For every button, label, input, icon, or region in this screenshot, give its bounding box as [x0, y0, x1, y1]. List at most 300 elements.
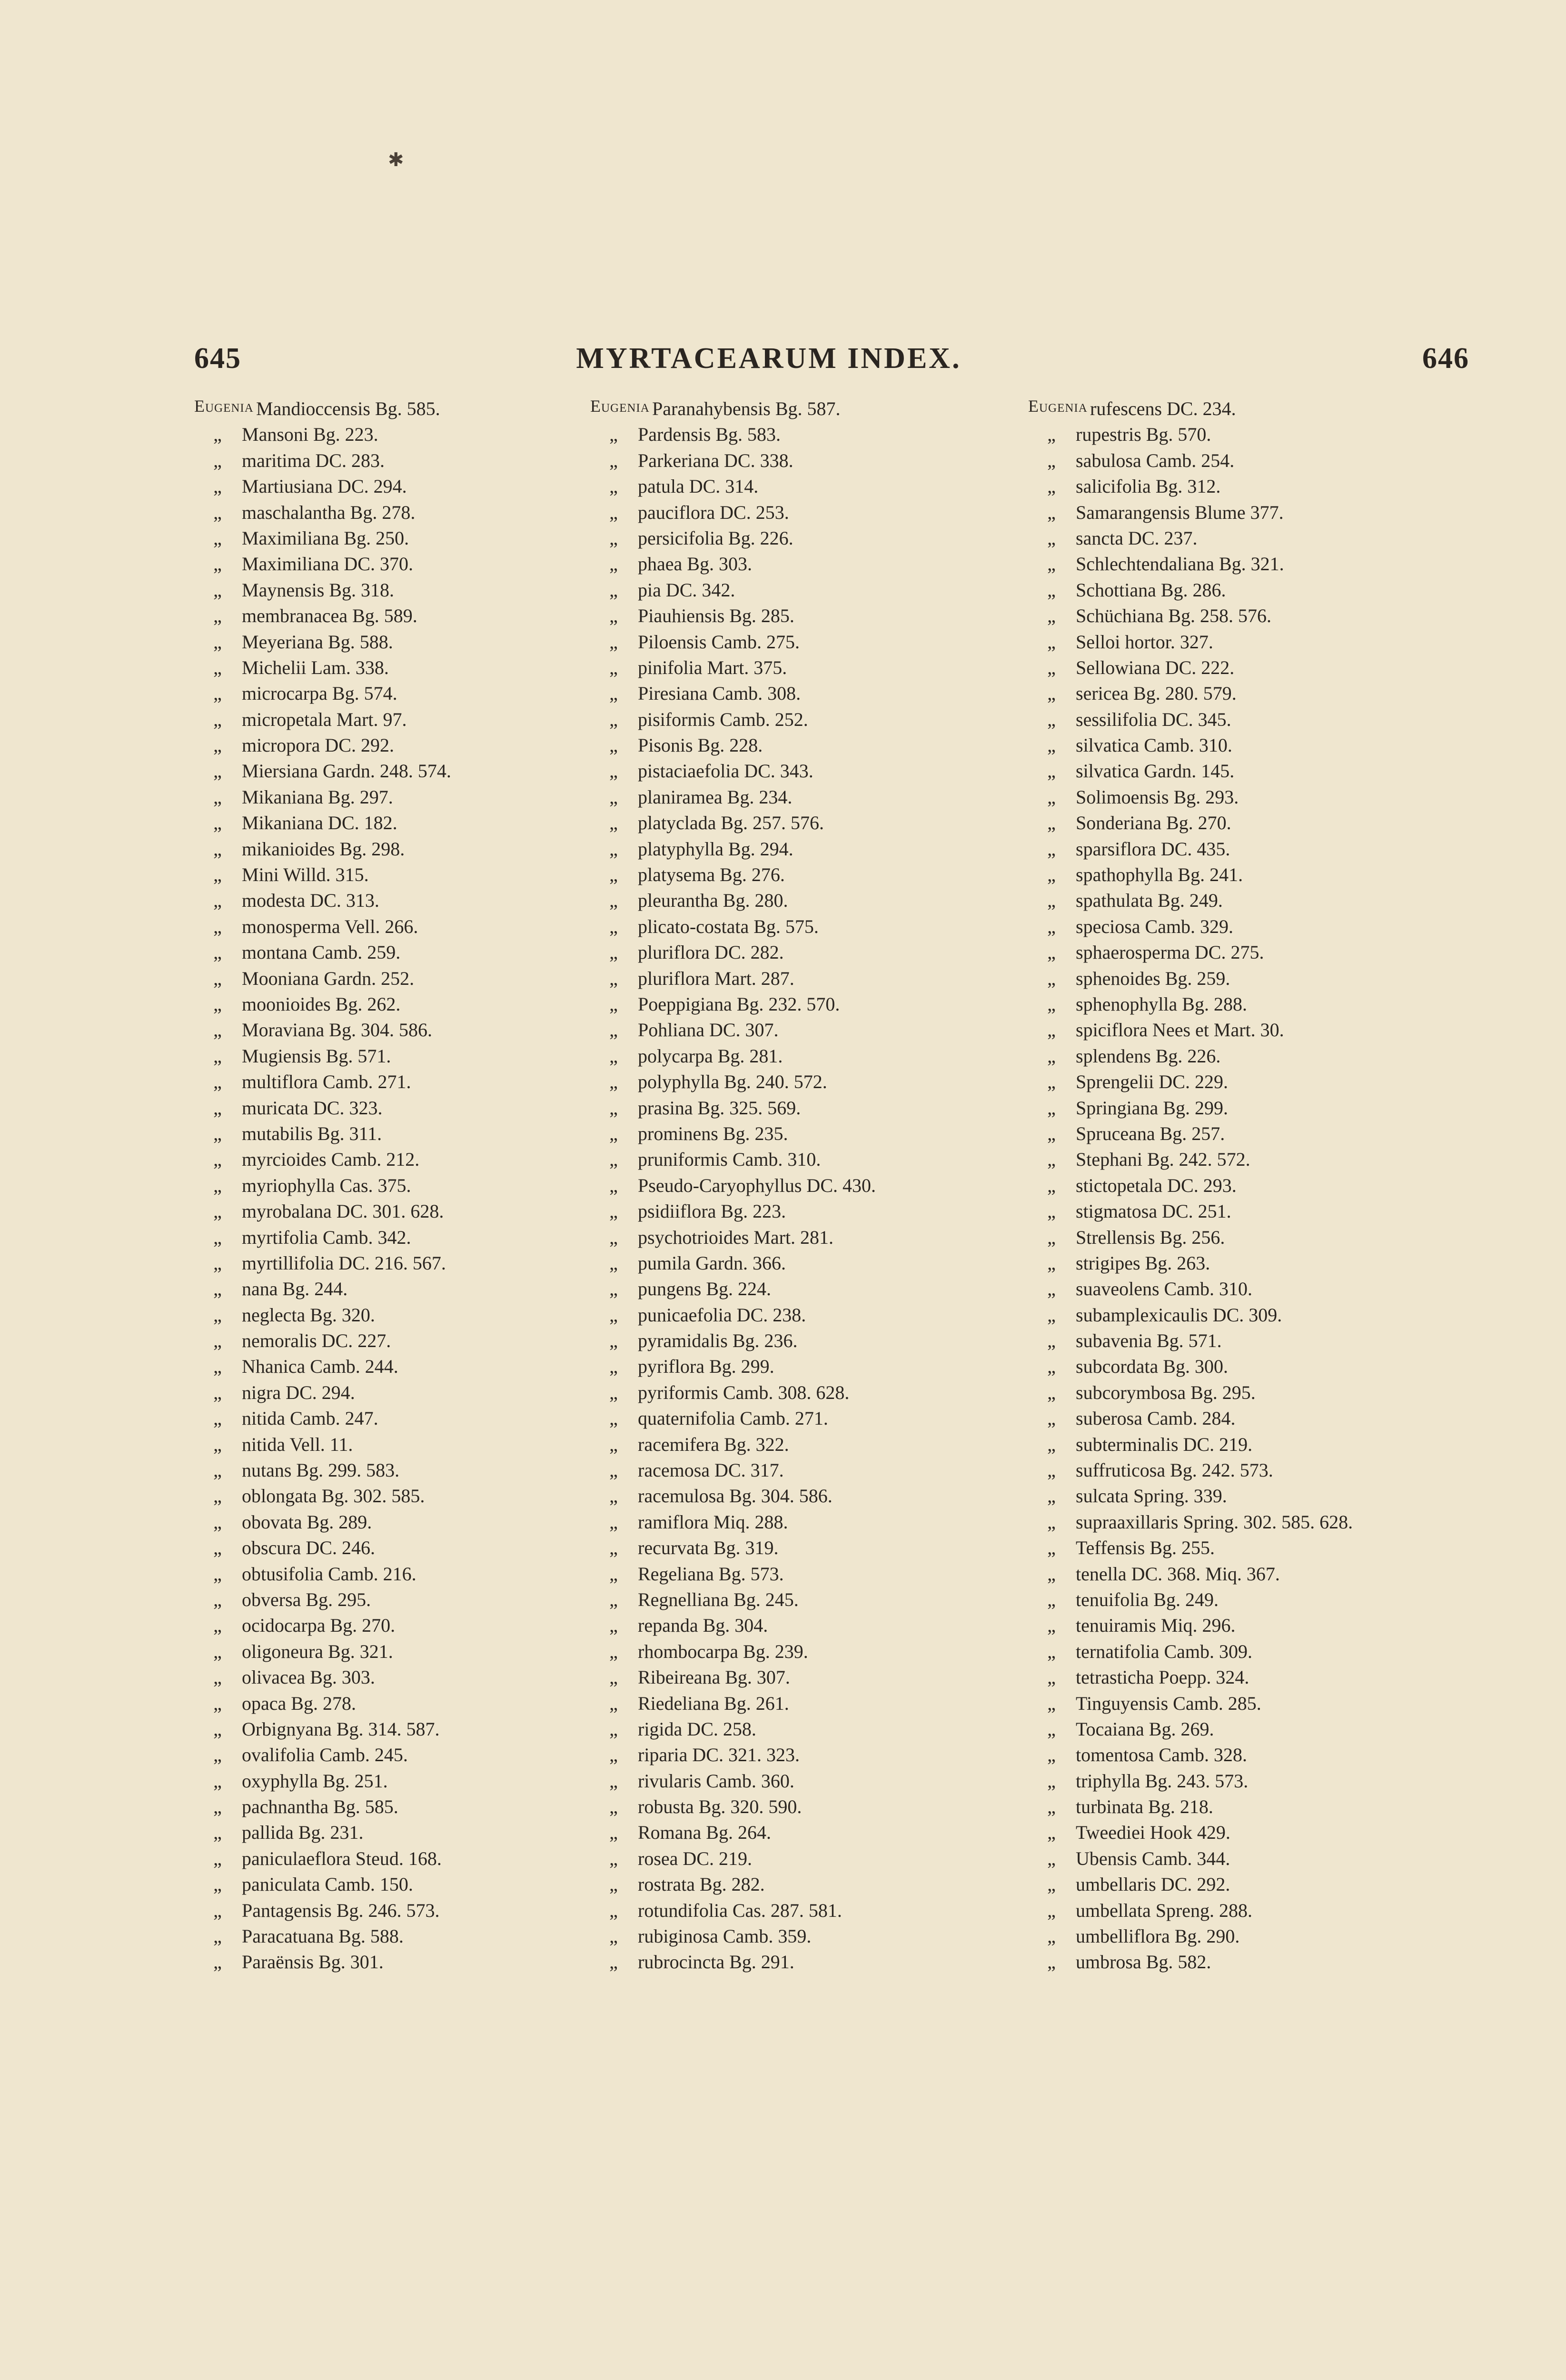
- entry-text: Mikaniana Bg. 297.: [242, 786, 393, 808]
- ditto-mark: „: [1047, 1511, 1057, 1533]
- entry-text: obversa Bg. 295.: [242, 1588, 371, 1610]
- index-entry: [194, 1561, 451, 1587]
- ditto-mark: „: [1047, 890, 1057, 912]
- ditto-mark: „: [609, 449, 619, 471]
- index-entry: [590, 1587, 876, 1613]
- index-entry: [1028, 1716, 1353, 1742]
- entry-text: suffruticosa Bg. 242. 573.: [1076, 1459, 1273, 1481]
- ditto-mark: „: [1047, 864, 1057, 886]
- entry-text: Maynensis Bg. 318.: [242, 579, 394, 601]
- index-entry: [590, 1147, 876, 1172]
- index-entry: [194, 1121, 451, 1147]
- ditto-mark: „: [213, 915, 223, 937]
- ditto-mark: „: [213, 1071, 223, 1093]
- entry-text: pauciflora DC. 253.: [638, 501, 789, 523]
- entry-text: sparsiflora DC. 435.: [1076, 838, 1230, 860]
- entry-text: quaternifolia Camb. 271.: [638, 1408, 828, 1429]
- ditto-mark: „: [1047, 1226, 1057, 1248]
- entry-text: polyphylla Bg. 240. 572.: [638, 1071, 827, 1093]
- index-entry: [1028, 1561, 1353, 1587]
- index-entry: [1028, 1872, 1353, 1897]
- entry-text: Pardensis Bg. 583.: [638, 424, 781, 446]
- entry-text: pruniformis Camb. 310.: [638, 1149, 821, 1170]
- entry-text: pyriflora Bg. 299.: [638, 1356, 774, 1378]
- ditto-mark: „: [609, 734, 619, 756]
- ditto-mark: „: [1047, 1951, 1057, 1973]
- entry-list: [194, 396, 451, 1975]
- ditto-mark: „: [1047, 1485, 1057, 1507]
- ditto-mark: „: [1047, 553, 1057, 575]
- entry-text: myrcioides Camb. 212.: [242, 1149, 420, 1170]
- ditto-mark: „: [213, 1045, 223, 1067]
- entry-text: umbellaris DC. 292.: [1076, 1874, 1230, 1895]
- entry-text: pyriformis Camb. 308. 628.: [638, 1381, 850, 1403]
- entry-text: Martiusiana DC. 294.: [242, 476, 407, 497]
- ditto-mark: „: [1047, 1459, 1057, 1481]
- index-entry: [194, 1199, 451, 1224]
- entry-text: Regeliana Bg. 573.: [638, 1563, 784, 1585]
- index-entry: [1028, 992, 1353, 1017]
- entry-text: micropora DC. 292.: [242, 734, 394, 756]
- index-entry: [194, 474, 451, 499]
- index-entry: [590, 577, 876, 603]
- ditto-mark: „: [213, 786, 223, 808]
- entry-text: olivacea Bg. 303.: [242, 1666, 375, 1688]
- ditto-mark: „: [1047, 1097, 1057, 1119]
- entry-text: Sonderiana Bg. 270.: [1076, 812, 1231, 834]
- ditto-mark: „: [609, 1252, 619, 1274]
- ditto-mark: „: [213, 1200, 223, 1222]
- index-column-1: [194, 396, 451, 1975]
- entry-text: multiflora Camb. 271.: [242, 1071, 411, 1093]
- index-entry: [1028, 629, 1353, 655]
- index-entry: [194, 1043, 451, 1069]
- entry-text: rhombocarpa Bg. 239.: [638, 1640, 808, 1662]
- index-entry: [590, 422, 876, 447]
- entry-text: Mini Willd. 315.: [242, 864, 369, 886]
- index-entry: [1028, 577, 1353, 603]
- entry-text: rupestris Bg. 570.: [1076, 424, 1211, 446]
- index-entry: [590, 1561, 876, 1587]
- ditto-mark: „: [609, 915, 619, 937]
- index-entry: [590, 1509, 876, 1535]
- index-entry: [194, 1665, 451, 1690]
- index-entry: [1028, 1328, 1353, 1354]
- ditto-mark: „: [213, 1563, 223, 1585]
- entry-text: paniculata Camb. 150.: [242, 1874, 413, 1895]
- entry-text: Teffensis Bg. 255.: [1076, 1537, 1215, 1559]
- ditto-mark: „: [609, 683, 619, 704]
- entry-text: rostrata Bg. 282.: [638, 1874, 765, 1895]
- ditto-mark: „: [213, 1796, 223, 1818]
- entry-text: rigida DC. 258.: [638, 1718, 756, 1740]
- ditto-mark: „: [1047, 1588, 1057, 1610]
- ditto-mark: „: [609, 1822, 619, 1844]
- entry-text: oxyphylla Bg. 251.: [242, 1770, 388, 1792]
- ditto-mark: „: [213, 1304, 223, 1326]
- ditto-mark: „: [213, 1149, 223, 1170]
- ditto-mark: „: [213, 1485, 223, 1507]
- index-entry: [1028, 655, 1353, 681]
- index-entry: [194, 1458, 451, 1483]
- index-entry: [590, 1924, 876, 1949]
- entry-text: Schottiana Bg. 286.: [1076, 579, 1226, 601]
- ditto-mark: „: [213, 1822, 223, 1844]
- entry-text: stictopetala DC. 293.: [1076, 1174, 1237, 1196]
- ditto-mark: „: [609, 1640, 619, 1662]
- index-entry: [590, 681, 876, 706]
- index-entry: [194, 1794, 451, 1820]
- ditto-mark: „: [213, 1097, 223, 1119]
- ditto-mark: „: [213, 1588, 223, 1610]
- ditto-mark: „: [213, 942, 223, 963]
- ditto-mark: „: [1047, 631, 1057, 653]
- index-entry: [1028, 1509, 1353, 1535]
- entry-text: suberosa Camb. 284.: [1076, 1408, 1236, 1429]
- ditto-mark: „: [609, 1666, 619, 1688]
- ditto-mark: „: [609, 1278, 619, 1300]
- index-entry: [1028, 1121, 1353, 1147]
- entry-text: membranacea Bg. 589.: [242, 605, 417, 627]
- ditto-mark: „: [1047, 967, 1057, 989]
- ditto-mark: „: [1047, 656, 1057, 678]
- ditto-mark: „: [213, 838, 223, 860]
- index-entry: [590, 1354, 876, 1379]
- ditto-mark: „: [1047, 1847, 1057, 1869]
- entry-text: Meyeriana Bg. 588.: [242, 631, 393, 653]
- ditto-mark: „: [213, 812, 223, 834]
- page-number-right: 646: [1422, 342, 1469, 375]
- ditto-mark: „: [609, 993, 619, 1015]
- index-entry: [194, 681, 451, 706]
- entry-text: Solimoensis Bg. 293.: [1076, 786, 1239, 808]
- index-entry: [1028, 500, 1353, 526]
- entry-text: Strellensis Bg. 256.: [1076, 1226, 1225, 1248]
- entry-text: pleurantha Bg. 280.: [638, 890, 788, 912]
- index-entry: [1028, 1276, 1353, 1302]
- ditto-mark: „: [609, 1925, 619, 1947]
- page-mark: ✱: [388, 149, 404, 170]
- ditto-mark: „: [1047, 1537, 1057, 1559]
- index-entry: [590, 888, 876, 913]
- ditto-mark: „: [213, 1615, 223, 1636]
- entry-text: robusta Bg. 320. 590.: [638, 1796, 802, 1818]
- entry-text: umbrosa Bg. 582.: [1076, 1951, 1211, 1973]
- entry-text: stigmatosa DC. 251.: [1076, 1200, 1231, 1222]
- index-entry: [1028, 1069, 1353, 1095]
- entry-text: Ribeireana Bg. 307.: [638, 1666, 790, 1688]
- ditto-mark: „: [609, 1588, 619, 1610]
- ditto-mark: „: [213, 1174, 223, 1196]
- index-entry: [194, 1069, 451, 1095]
- index-entry: [194, 448, 451, 474]
- index-entry: [590, 1639, 876, 1665]
- entry-text: plicato-costata Bg. 575.: [638, 915, 819, 937]
- index-entry: [1028, 1639, 1353, 1665]
- ditto-mark: „: [1047, 942, 1057, 963]
- entry-text: Stephani Bg. 242. 572.: [1076, 1149, 1250, 1170]
- index-entry: [1028, 1587, 1353, 1613]
- ditto-mark: „: [609, 656, 619, 678]
- entry-text: ovalifolia Camb. 245.: [242, 1744, 408, 1766]
- entry-text: Pohliana DC. 307.: [638, 1019, 779, 1041]
- index-entry: [194, 1302, 451, 1328]
- index-entry: [590, 1535, 876, 1561]
- ditto-mark: „: [213, 890, 223, 912]
- index-entry: [1028, 966, 1353, 992]
- ditto-mark: „: [213, 1433, 223, 1455]
- ditto-mark: „: [1047, 501, 1057, 523]
- entry-text: Sellowiana DC. 222.: [1076, 656, 1235, 678]
- index-entry: [590, 1665, 876, 1690]
- entry-text: Selloi hortor. 327.: [1076, 631, 1213, 653]
- entry-text: platyclada Bg. 257. 576.: [638, 812, 824, 834]
- entry-text: rufescens DC. 234.: [1090, 398, 1236, 419]
- index-entry: [194, 551, 451, 577]
- entry-text: Paranahybensis Bg. 587.: [652, 398, 841, 419]
- index-entry: [1028, 784, 1353, 810]
- entry-text: Mikaniana DC. 182.: [242, 812, 397, 834]
- ditto-mark: „: [609, 553, 619, 575]
- entry-text: ramiflora Miq. 288.: [638, 1511, 788, 1533]
- index-entry: [194, 862, 451, 888]
- ditto-mark: „: [609, 1511, 619, 1533]
- ditto-mark: „: [213, 1459, 223, 1481]
- entry-text: strigipes Bg. 263.: [1076, 1252, 1210, 1274]
- entry-text: Riedeliana Bg. 261.: [638, 1692, 789, 1714]
- index-entry: [590, 1949, 876, 1975]
- index-entry: [194, 1147, 451, 1172]
- index-entry: [590, 1406, 876, 1431]
- ditto-mark: „: [609, 890, 619, 912]
- index-entry: [1028, 1613, 1353, 1638]
- index-entry: [1028, 1458, 1353, 1483]
- entry-text: obscura DC. 246.: [242, 1537, 375, 1559]
- index-entry: [194, 577, 451, 603]
- ditto-mark: „: [1047, 1692, 1057, 1714]
- index-entry: [1028, 526, 1353, 551]
- index-entry: [1028, 1017, 1353, 1043]
- index-entry: [194, 1328, 451, 1354]
- entry-text: Pisonis Bg. 228.: [638, 734, 763, 756]
- index-entry: [1028, 1898, 1353, 1924]
- entry-text: riparia DC. 321. 323.: [638, 1744, 800, 1766]
- ditto-mark: „: [1047, 1822, 1057, 1844]
- index-entry: [1028, 707, 1353, 733]
- ditto-mark: „: [1047, 1019, 1057, 1041]
- index-entry: [194, 526, 451, 551]
- entry-text: nitida Vell. 11.: [242, 1433, 353, 1455]
- entry-text: myrtifolia Camb. 342.: [242, 1226, 411, 1248]
- ditto-mark: „: [213, 708, 223, 730]
- index-entry: [1028, 1173, 1353, 1199]
- entry-text: mikanioides Bg. 298.: [242, 838, 405, 860]
- entry-text: obovata Bg. 289.: [242, 1511, 372, 1533]
- entry-text: moonioides Bg. 262.: [242, 993, 401, 1015]
- ditto-mark: „: [1047, 1200, 1057, 1222]
- index-entry: [590, 940, 876, 965]
- ditto-mark: „: [213, 631, 223, 653]
- entry-text: Ubensis Camb. 344.: [1076, 1847, 1230, 1869]
- ditto-mark: „: [1047, 1770, 1057, 1792]
- entry-text: tetrasticha Poepp. 324.: [1076, 1666, 1249, 1688]
- entry-text: polycarpa Bg. 281.: [638, 1045, 783, 1067]
- entry-text: punicaefolia DC. 238.: [638, 1304, 806, 1326]
- entry-text: Tocaiana Bg. 269.: [1076, 1718, 1214, 1740]
- index-entry: [590, 474, 876, 499]
- entry-text: Tweediei Hook 429.: [1076, 1822, 1230, 1844]
- index-entry: [194, 810, 451, 836]
- index-entry: [194, 1639, 451, 1665]
- ditto-mark: „: [213, 967, 223, 989]
- ditto-mark: „: [213, 1122, 223, 1144]
- index-entry: [590, 810, 876, 836]
- ditto-mark: „: [609, 1718, 619, 1740]
- ditto-mark: „: [1047, 1356, 1057, 1378]
- ditto-mark: „: [1047, 1149, 1057, 1170]
- entry-text: tenuifolia Bg. 249.: [1076, 1588, 1219, 1610]
- ditto-mark: „: [609, 1744, 619, 1766]
- entry-text: umbelliflora Bg. 290.: [1076, 1925, 1240, 1947]
- index-entry: [590, 500, 876, 526]
- index-entry: [1028, 448, 1353, 474]
- entry-text: neglecta Bg. 320.: [242, 1304, 375, 1326]
- ditto-mark: „: [1047, 1925, 1057, 1947]
- ditto-mark: „: [609, 1019, 619, 1041]
- index-entry: [590, 1302, 876, 1328]
- index-entry: [590, 1250, 876, 1276]
- index-entry: [194, 1716, 451, 1742]
- index-entry: [194, 1432, 451, 1458]
- entry-text: sabulosa Camb. 254.: [1076, 449, 1235, 471]
- entry-text: subavenia Bg. 571.: [1076, 1330, 1222, 1352]
- entry-text: speciosa Camb. 329.: [1076, 915, 1234, 937]
- index-entry: [194, 836, 451, 862]
- ditto-mark: „: [609, 1770, 619, 1792]
- ditto-mark: „: [609, 1174, 619, 1196]
- index-entry: [1028, 1354, 1353, 1379]
- index-entry: [590, 1432, 876, 1458]
- index-entry: [194, 655, 451, 681]
- entry-text: modesta DC. 313.: [242, 890, 379, 912]
- index-entry: [590, 1820, 876, 1845]
- index-entry: [1028, 1432, 1353, 1458]
- ditto-mark: „: [609, 1796, 619, 1818]
- entry-text: subamplexicaulis DC. 309.: [1076, 1304, 1282, 1326]
- ditto-mark: „: [609, 1330, 619, 1352]
- ditto-mark: „: [1047, 579, 1057, 601]
- entry-text: oligoneura Bg. 321.: [242, 1640, 393, 1662]
- entry-text: pia DC. 342.: [638, 579, 735, 601]
- entry-text: Nhanica Camb. 244.: [242, 1356, 398, 1378]
- ditto-mark: „: [1047, 915, 1057, 937]
- genus-label: Eugenia: [590, 397, 650, 416]
- page-title: MYRTACEARUM INDEX.: [576, 342, 961, 375]
- index-entry: [590, 1069, 876, 1095]
- entry-text: Spruceana Bg. 257.: [1076, 1122, 1225, 1144]
- index-entry: [590, 1380, 876, 1406]
- index-entry: [194, 888, 451, 913]
- ditto-mark: „: [609, 760, 619, 782]
- ditto-mark: „: [1047, 1874, 1057, 1895]
- entry-text: sphenoides Bg. 259.: [1076, 967, 1230, 989]
- ditto-mark: „: [1047, 683, 1057, 704]
- ditto-mark: „: [609, 838, 619, 860]
- ditto-mark: „: [1047, 1381, 1057, 1403]
- index-entry: [590, 1225, 876, 1250]
- entry-text: pluriflora DC. 282.: [638, 942, 784, 963]
- index-entry: [1028, 422, 1353, 447]
- ditto-mark: „: [609, 1200, 619, 1222]
- index-entry: [194, 1173, 451, 1199]
- entry-text: pinifolia Mart. 375.: [638, 656, 787, 678]
- ditto-mark: „: [213, 579, 223, 601]
- index-entry: [590, 526, 876, 551]
- ditto-mark: „: [213, 1356, 223, 1378]
- index-entry: [1028, 1147, 1353, 1172]
- entry-text: sphaerosperma DC. 275.: [1076, 942, 1264, 963]
- ditto-mark: „: [1047, 527, 1057, 549]
- index-entry: [194, 758, 451, 784]
- ditto-mark: „: [1047, 424, 1057, 446]
- ditto-mark: „: [213, 527, 223, 549]
- entry-text: Parkeriana DC. 338.: [638, 449, 793, 471]
- index-entry: [194, 1924, 451, 1949]
- entry-text: Paracatuana Bg. 588.: [242, 1925, 404, 1947]
- ditto-mark: „: [213, 553, 223, 575]
- ditto-mark: „: [1047, 1433, 1057, 1455]
- entry-text: monosperma Vell. 266.: [242, 915, 418, 937]
- index-entry: [1028, 888, 1353, 913]
- entry-text: rosea DC. 219.: [638, 1847, 752, 1869]
- ditto-mark: „: [1047, 1563, 1057, 1585]
- genus-label: Eugenia: [1028, 397, 1088, 416]
- ditto-mark: „: [609, 1097, 619, 1119]
- index-column-3: [1028, 396, 1353, 1975]
- ditto-mark: „: [609, 501, 619, 523]
- ditto-mark: „: [1047, 1718, 1057, 1740]
- entry-text: prasina Bg. 325. 569.: [638, 1097, 801, 1119]
- ditto-mark: „: [1047, 1899, 1057, 1921]
- ditto-mark: „: [1047, 1278, 1057, 1300]
- entry-text: Maximiliana DC. 370.: [242, 553, 413, 575]
- ditto-mark: „: [609, 967, 619, 989]
- ditto-mark: „: [213, 424, 223, 446]
- index-entry: [194, 1898, 451, 1924]
- entry-list: [1028, 396, 1353, 1975]
- entry-text: racemifera Bg. 322.: [638, 1433, 789, 1455]
- ditto-mark: „: [609, 1433, 619, 1455]
- index-entry: [194, 1380, 451, 1406]
- index-entry: [590, 836, 876, 862]
- ditto-mark: „: [1047, 786, 1057, 808]
- ditto-mark: „: [213, 1770, 223, 1792]
- index-entry: [590, 758, 876, 784]
- entry-text: persicifolia Bg. 226.: [638, 527, 793, 549]
- index-entry: [590, 862, 876, 888]
- entry-text: micropetala Mart. 97.: [242, 708, 407, 730]
- index-entry: [590, 733, 876, 758]
- entry-list: [590, 396, 876, 1975]
- index-entry: [194, 992, 451, 1017]
- entry-text: Piauhiensis Bg. 285.: [638, 605, 794, 627]
- entry-text: patula DC. 314.: [638, 476, 759, 497]
- index-entry: [590, 1716, 876, 1742]
- entry-text: salicifolia Bg. 312.: [1076, 476, 1221, 497]
- entry-text: platyphylla Bg. 294.: [638, 838, 793, 860]
- index-entry: [590, 992, 876, 1017]
- entry-text: Pantagensis Bg. 246. 573.: [242, 1899, 440, 1921]
